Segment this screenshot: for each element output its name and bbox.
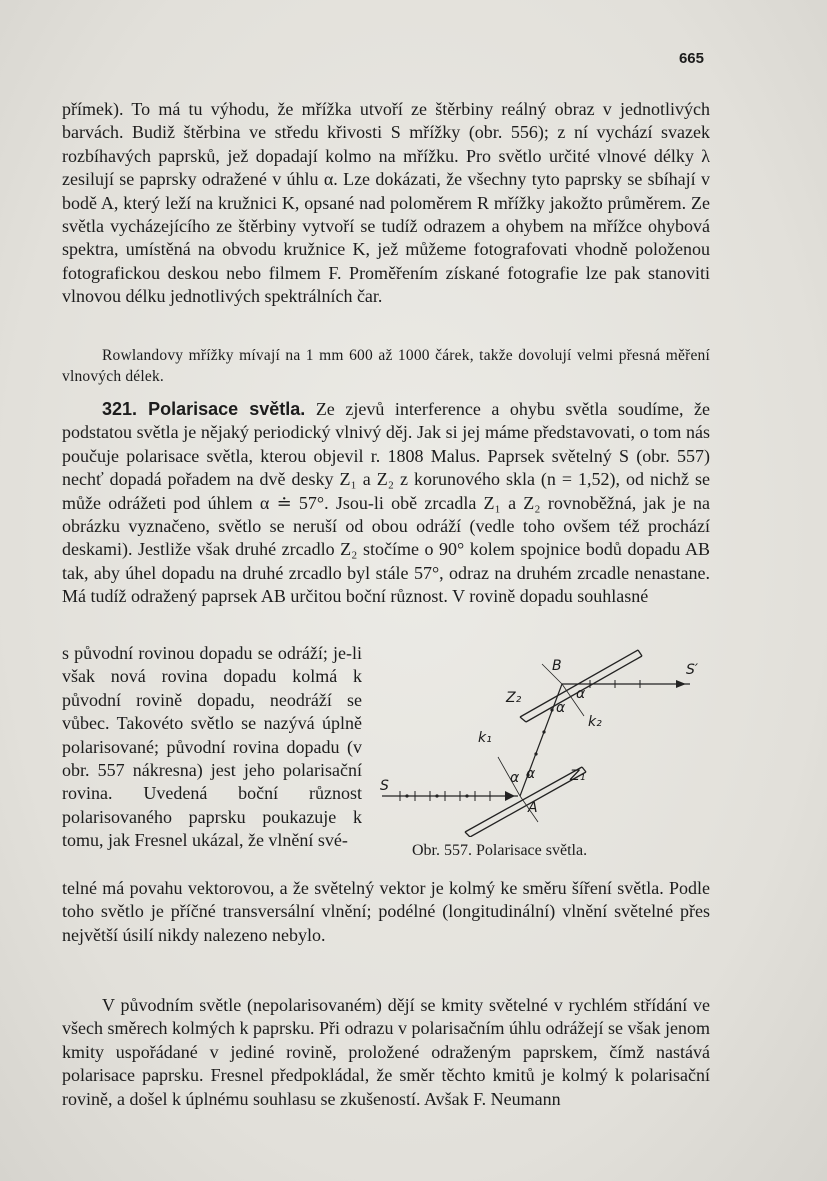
label-alpha-bottom2: α	[526, 766, 536, 782]
label-z1: Z₁	[570, 768, 586, 784]
label-k1: k₁	[478, 730, 492, 746]
incident-ray	[382, 791, 518, 801]
section-polarisation	[62, 398, 710, 609]
polarisation-diagram	[370, 642, 710, 837]
figure-557	[370, 642, 710, 837]
label-z2: Z₂	[506, 690, 522, 706]
label-s-prime: S′	[686, 662, 699, 678]
paragraph-grating	[62, 98, 710, 309]
label-b: B	[552, 658, 562, 674]
page-number: 665	[678, 50, 704, 67]
label-alpha-top2: α	[556, 700, 566, 716]
small-note: Rowlandovy mřížky mívají na 1 mm 600 až 1000 čárek, takže dovolují velmi přesná měření vlnových délek.	[62, 347, 710, 385]
section-heading: 321. Polarisace světla.	[102, 399, 306, 419]
label-a: A	[528, 800, 538, 816]
label-alpha-bottom: α	[510, 770, 520, 786]
label-k2: k₂	[588, 714, 602, 730]
section-text: Ze zjevů interference a ohybu světla soudíme, že podstatou světla je nějaký periodický vlnivý děj. Jak si jej máme představovati, o tom nás poučuje polarisace světla, kterou objevil r. 1808 Malus. Paprsek světelný S (obr. 557) nechť dopadá pořadem na dvě desky Z₁ a Z₂ z korunového skla (n = 1,52), od nichž se může odrážeti pod úhlem α ≐ 57°. Jsou-li obě zrcadla Z₁ a Z₂ rovnoběžná, jak je na obrázku vyznačeno, světlo se neruší od obou odráží (vedle toho ovšem též prochází deskami). Jestliže však druhé zrcadlo Z₂ stočíme o 90° kolem spojnice bodů dopadu AB tak, aby úhel dopadu na druhé zrcadlo byl stále 57°, odraz na druhém zrcadle nenastane. Má tudíž odražený paprsek AB určitou boční různost. V rovině dopadu souhlasné	[62, 399, 711, 607]
paragraph-text: přímek). To má tu výhodu, že mřížka utvoří ze štěrbiny reálný obraz v jednotlivých barvách. Budiž štěrbina ve středu křivosti S mřížky (obr. 556); z ní vychází svazek rozbíhavých paprsků, jež dopadají kolmo na mřížku. Pro světlo určité vlnové délky λ zesilují se paprsky odražené v úhlu α. Lze dokázati, že všechny tyto paprsky se sbíhají v bodě A, který leží na kružnici K, opsané nad poloměrem R mřížky jakožto průměrem. Ze světla vycházejícího ze štěrbiny vytvoří se tudíž odrazem a ohybem na mřížce ohybová spektra, umístěná na obvodu kružnice K, jež můžeme fotografovati vhodně položenou fotografickou deskou nebo filmem F. Proměřením získané fotografie lze pak stanoviti vlnovou délku jednotlivých spektrálních čar.	[62, 99, 710, 307]
label-s: S	[380, 778, 389, 794]
continuation-text: telné má povahu vektorovou, a že světelný vektor je kolmý ke směru šíření světla. Podle toho světlo je příčné transversální vlnění; podélné (longitudinální) vlnění světelné přes největší úsilí nikdy nalezeno nebylo.	[62, 878, 710, 945]
figure-caption: Obr. 557. Polarisace světla.	[412, 842, 588, 859]
label-alpha-top: α	[576, 686, 586, 702]
last-paragraph: V původním světle (nepolarisovaném) dějí se kmity světelné v rychlém střídání ve všech směrech kolmých k paprsku. Při odrazu v polarisačním úhlu odrážejí se však jenom kmity uspořádané v jediné rovině, proložené odraženým paprskem, čímž nastává polarisace paprsku. Fresnel předpokládal, že směr těchto kmitů je kolmý k polarisační rovině, a došel k úplnému souhlasu se zkušeností. Avšak F. Neumann	[62, 995, 710, 1109]
wrapped-text: s původní rovinou dopadu se odráží; je-li však nová rovina dopadu kolmá k původní rovině dopadu, neodráží se vůbec. Takovéto světlo se nazývá úplně polarisované; původní rovina dopadu (v obr. 557 nákresna) jest jeho polarisační rovina. Uvedená boční různost polarisovaného paprsku poukazuje k tomu, jak Fresnel ukázal, že vlnění své-	[62, 643, 362, 851]
